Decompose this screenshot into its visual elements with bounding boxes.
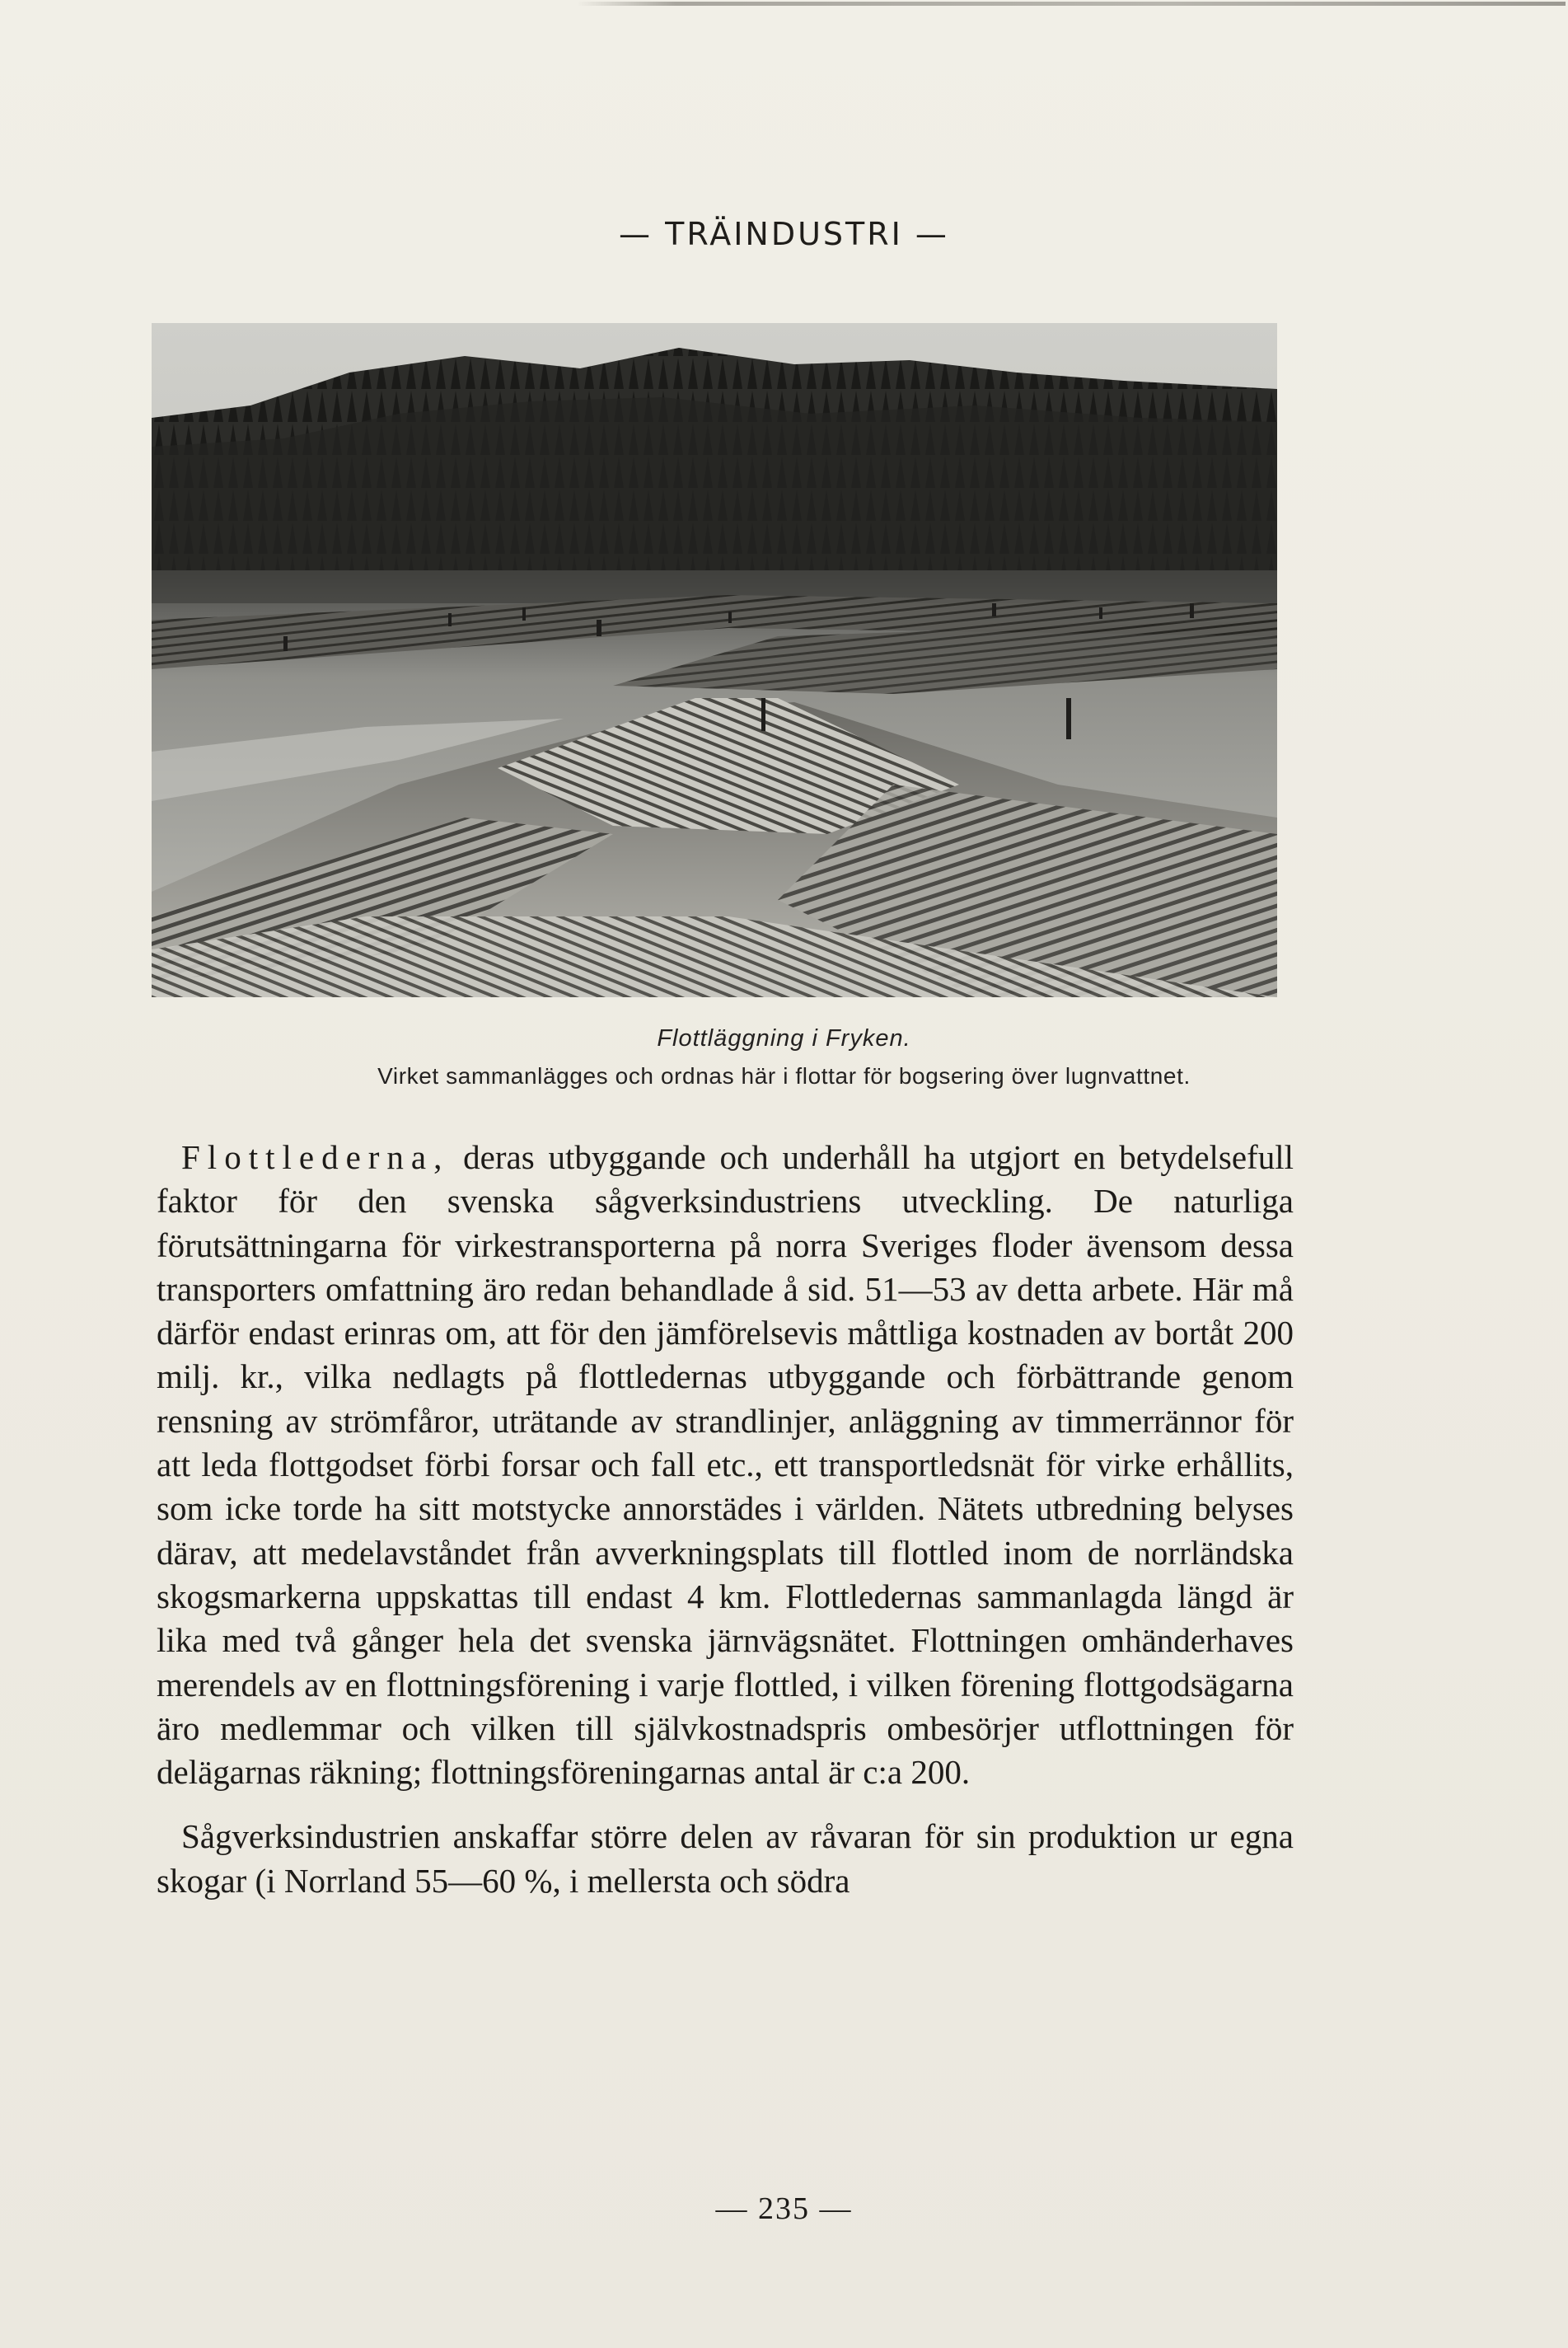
photo-caption-title: Flottläggning i Fryken. (657, 1025, 911, 1052)
page-number: — 235 — (715, 2191, 853, 2226)
spaced-lead-word: Flottlederna, (181, 1138, 450, 1176)
top-edge-rule (577, 2, 1566, 6)
paragraph-2: Sågverksindustrien anskaffar större delen av råvaran för sin produktion ur egna skogar (i Norrland 55—60 %, i mellersta och södra (157, 1817, 1294, 1900)
article-body (157, 1136, 1294, 1903)
paragraph-1 (157, 1136, 1294, 1794)
photo-illustration (152, 323, 1277, 997)
log-floating-photo (152, 323, 1277, 997)
running-header: — TRÄINDUSTRI — (619, 216, 949, 252)
photo-caption-text: Virket sammanlägges och ordnas här i flottar för bogsering över lugnvattnet. (377, 1063, 1191, 1089)
paragraph-1-text: deras utbyggande och underhåll ha utgjort en betydelsefull faktor för den svenska sågverksindustriens utveckling. De naturliga förutsättningarna för virkestransporterna på norra Sveriges floder ävensom dessa transporters omfattning äro redan behandlade å sid. 51—53 av detta arbete. Här må därför endast erinras om, att för den jämförelsevis måttliga kostnaden av bortåt 200 milj. kr., vilka nedlagts på flottledernas utbyggande och förbättrande genom rensning av strömfåror, uträtande av strandlinjer, anläggning av timmerrännor för att leda flottgodset förbi forsar och fall etc., ett transportledsnät för virke erhållits, som icke torde ha sitt motstycke annorstädes i världen. Nätets utbredning belyses därav, att medelavståndet från avverkningsplats till flottled inom de norrländska skogsmarkerna uppskattas till endast 4 km. Flottledernas sammanlagda längd är lika med två gånger hela det svenska järnvägsnätet. Flottningen omhänderhaves merendels av en flottningsförening i varje flottled, i vilken förening flottgodsägarna äro medlemmar och vilken till självkostnadspris ombesörjer utflottningen för delägarnas räkning; flottningsföreningarnas antal är c:a 200. (157, 1138, 1294, 1792)
